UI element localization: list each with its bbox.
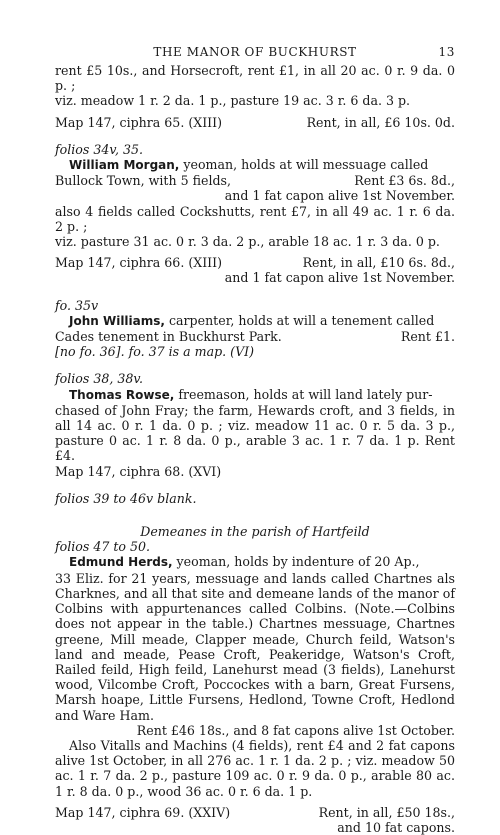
entry-thomas-rowse xyxy=(55,371,455,478)
map-reference: Map 147, ciphra 66. (XIII) xyxy=(55,255,223,271)
folio-note: [no fo. 36]. fo. 37 is a map. (VI) xyxy=(55,344,255,360)
rent-amount: Rent £1. xyxy=(400,329,455,345)
rent-note: and 1 fat capon alive 1st November. xyxy=(224,188,455,204)
map-reference: Map 147, ciphra 68. (XVI) xyxy=(55,463,222,479)
rent-total: Rent, in all, £10 6s. 8d., xyxy=(302,255,455,271)
rent-note: and 1 fat capon alive 1st November. xyxy=(224,270,455,286)
rent-total: Rent, in all, £6 10s. 0d. xyxy=(306,114,455,130)
entry-john-williams xyxy=(55,298,455,360)
entry-first-line xyxy=(55,554,455,570)
entry-body: 33 Eliz. for 21 years, messuage and lands called Chartnes als Charknes, and all that site and demeane lands of the manor of Colbins with appurtenances called Colbins. (Note.—Colbins does not appear in the table.) Chartnes messuage, Chartnes greene, Mill meade, Clapper meade, Church feild, Watson's land and meade, Pease Croft, Peakeridge, Watson's Croft, Railed feild, High feild, Lanehurst mead (3 fields), Lanehurst wood, Vilcombe Croft, Poccockes with a barn, Great Fursens, Marsh hoape, Little Fursens, Hedlond, Towne Croft, Hedlond and Ware Ham. xyxy=(55,570,455,723)
page-number: 13 xyxy=(438,45,455,59)
entry-text: yeoman, holds at will messuage called xyxy=(179,157,429,173)
entry-text: Cades tenement in Buckhurst Park. xyxy=(55,329,282,345)
entry-william-morgan xyxy=(55,142,455,286)
rent-row xyxy=(55,329,455,344)
text-line: viz. pasture 31 ac. 0 r. 3 da. 2 p., arable 18 ac. 1 r. 3 da. 0 p. xyxy=(55,234,440,250)
running-head-title: THE MANOR OF BUCKHURST xyxy=(153,45,357,59)
entry-first-line xyxy=(55,387,455,403)
map-reference-row xyxy=(55,115,455,130)
entry-continuation xyxy=(55,63,455,130)
folio-heading: folios 47 to 50. xyxy=(55,539,151,555)
tenant-name: John Williams, xyxy=(69,313,165,328)
page-body xyxy=(55,63,455,835)
entry-body: Also Vitalls and Machins (4 fields), rent £4 and 2 fat capons alive 1st October, in all 276 ac. 1 r. 1 da. 2 p. ; viz. meadow 50 ac. 1 r. 7 da. 2 p., pasture 109 ac. 0 r. 9 da. 0 p., arable 80 ac. 1 r. 8 da. 0 p., wood 36 ac. 0 r. 6 da. 1 p. xyxy=(55,737,455,799)
tenant-name: William Morgan, xyxy=(69,158,180,173)
folio-heading: fo. 35v xyxy=(55,297,99,313)
rent-note: and 10 fat capons. xyxy=(337,819,455,835)
rent-total: Rent, in all, £50 18s., xyxy=(318,804,455,820)
folio-heading: folios 39 to 46v blank. xyxy=(55,490,197,506)
section-heading: Demeanes in the parish of Hartfeild xyxy=(140,524,370,540)
folio-heading: folios 34v, 35. xyxy=(55,141,144,157)
entry-text: Bullock Town, with 5 fields, xyxy=(55,173,231,189)
map-reference: Map 147, ciphra 65. (XIII) xyxy=(55,114,223,130)
entry-text: yeoman, holds by indenture of 20 Ap., xyxy=(172,554,420,570)
entry-body: chased of John Fray; the farm, Hewards croft, and 3 fields, in all 14 ac. 0 r. 1 da. 0 p. ; viz. meadow 11 ac. 0 r. 5 da. 3 p., pasture 0 ac. 1 r. 8 da. 0 p., arable 3 ac. 1 r. 7 da. 1 p. Rent £4. xyxy=(55,402,455,464)
tenant-name: Thomas Rowse, xyxy=(69,387,175,402)
entry-text: freemason, holds at will land lately pur- xyxy=(174,386,433,402)
entry-text: carpenter, holds at will a tenement called xyxy=(164,312,435,328)
entry-first-line xyxy=(55,313,455,329)
entry-first-line xyxy=(55,157,455,173)
map-reference-row xyxy=(55,255,455,270)
tenant-name: Edmund Herds, xyxy=(69,555,173,570)
text-line: rent £5 10s., and Horsecroft, rent £1, in all 20 ac. 0 r. 9 da. 0 p. ; xyxy=(55,63,455,94)
folio-heading: folios 38, 38v. xyxy=(55,371,144,387)
map-reference: Map 147, ciphra 69. (XXIV) xyxy=(55,804,231,820)
text-line: viz. meadow 1 r. 2 da. 1 p., pasture 19 ac. 3 r. 6 da. 3 p. xyxy=(55,93,411,109)
rent-line: Rent £46 18s., and 8 fat capons alive 1st October. xyxy=(136,722,455,738)
running-head xyxy=(55,45,455,60)
entry-edmund-herds xyxy=(55,524,455,835)
text-line: also 4 fields called Cockshutts, rent £7, in all 49 ac. 1 r. 6 da. 2 p. ; xyxy=(55,203,455,234)
rent-row xyxy=(55,173,455,188)
rent-amount: Rent £3 6s. 8d., xyxy=(354,173,455,189)
